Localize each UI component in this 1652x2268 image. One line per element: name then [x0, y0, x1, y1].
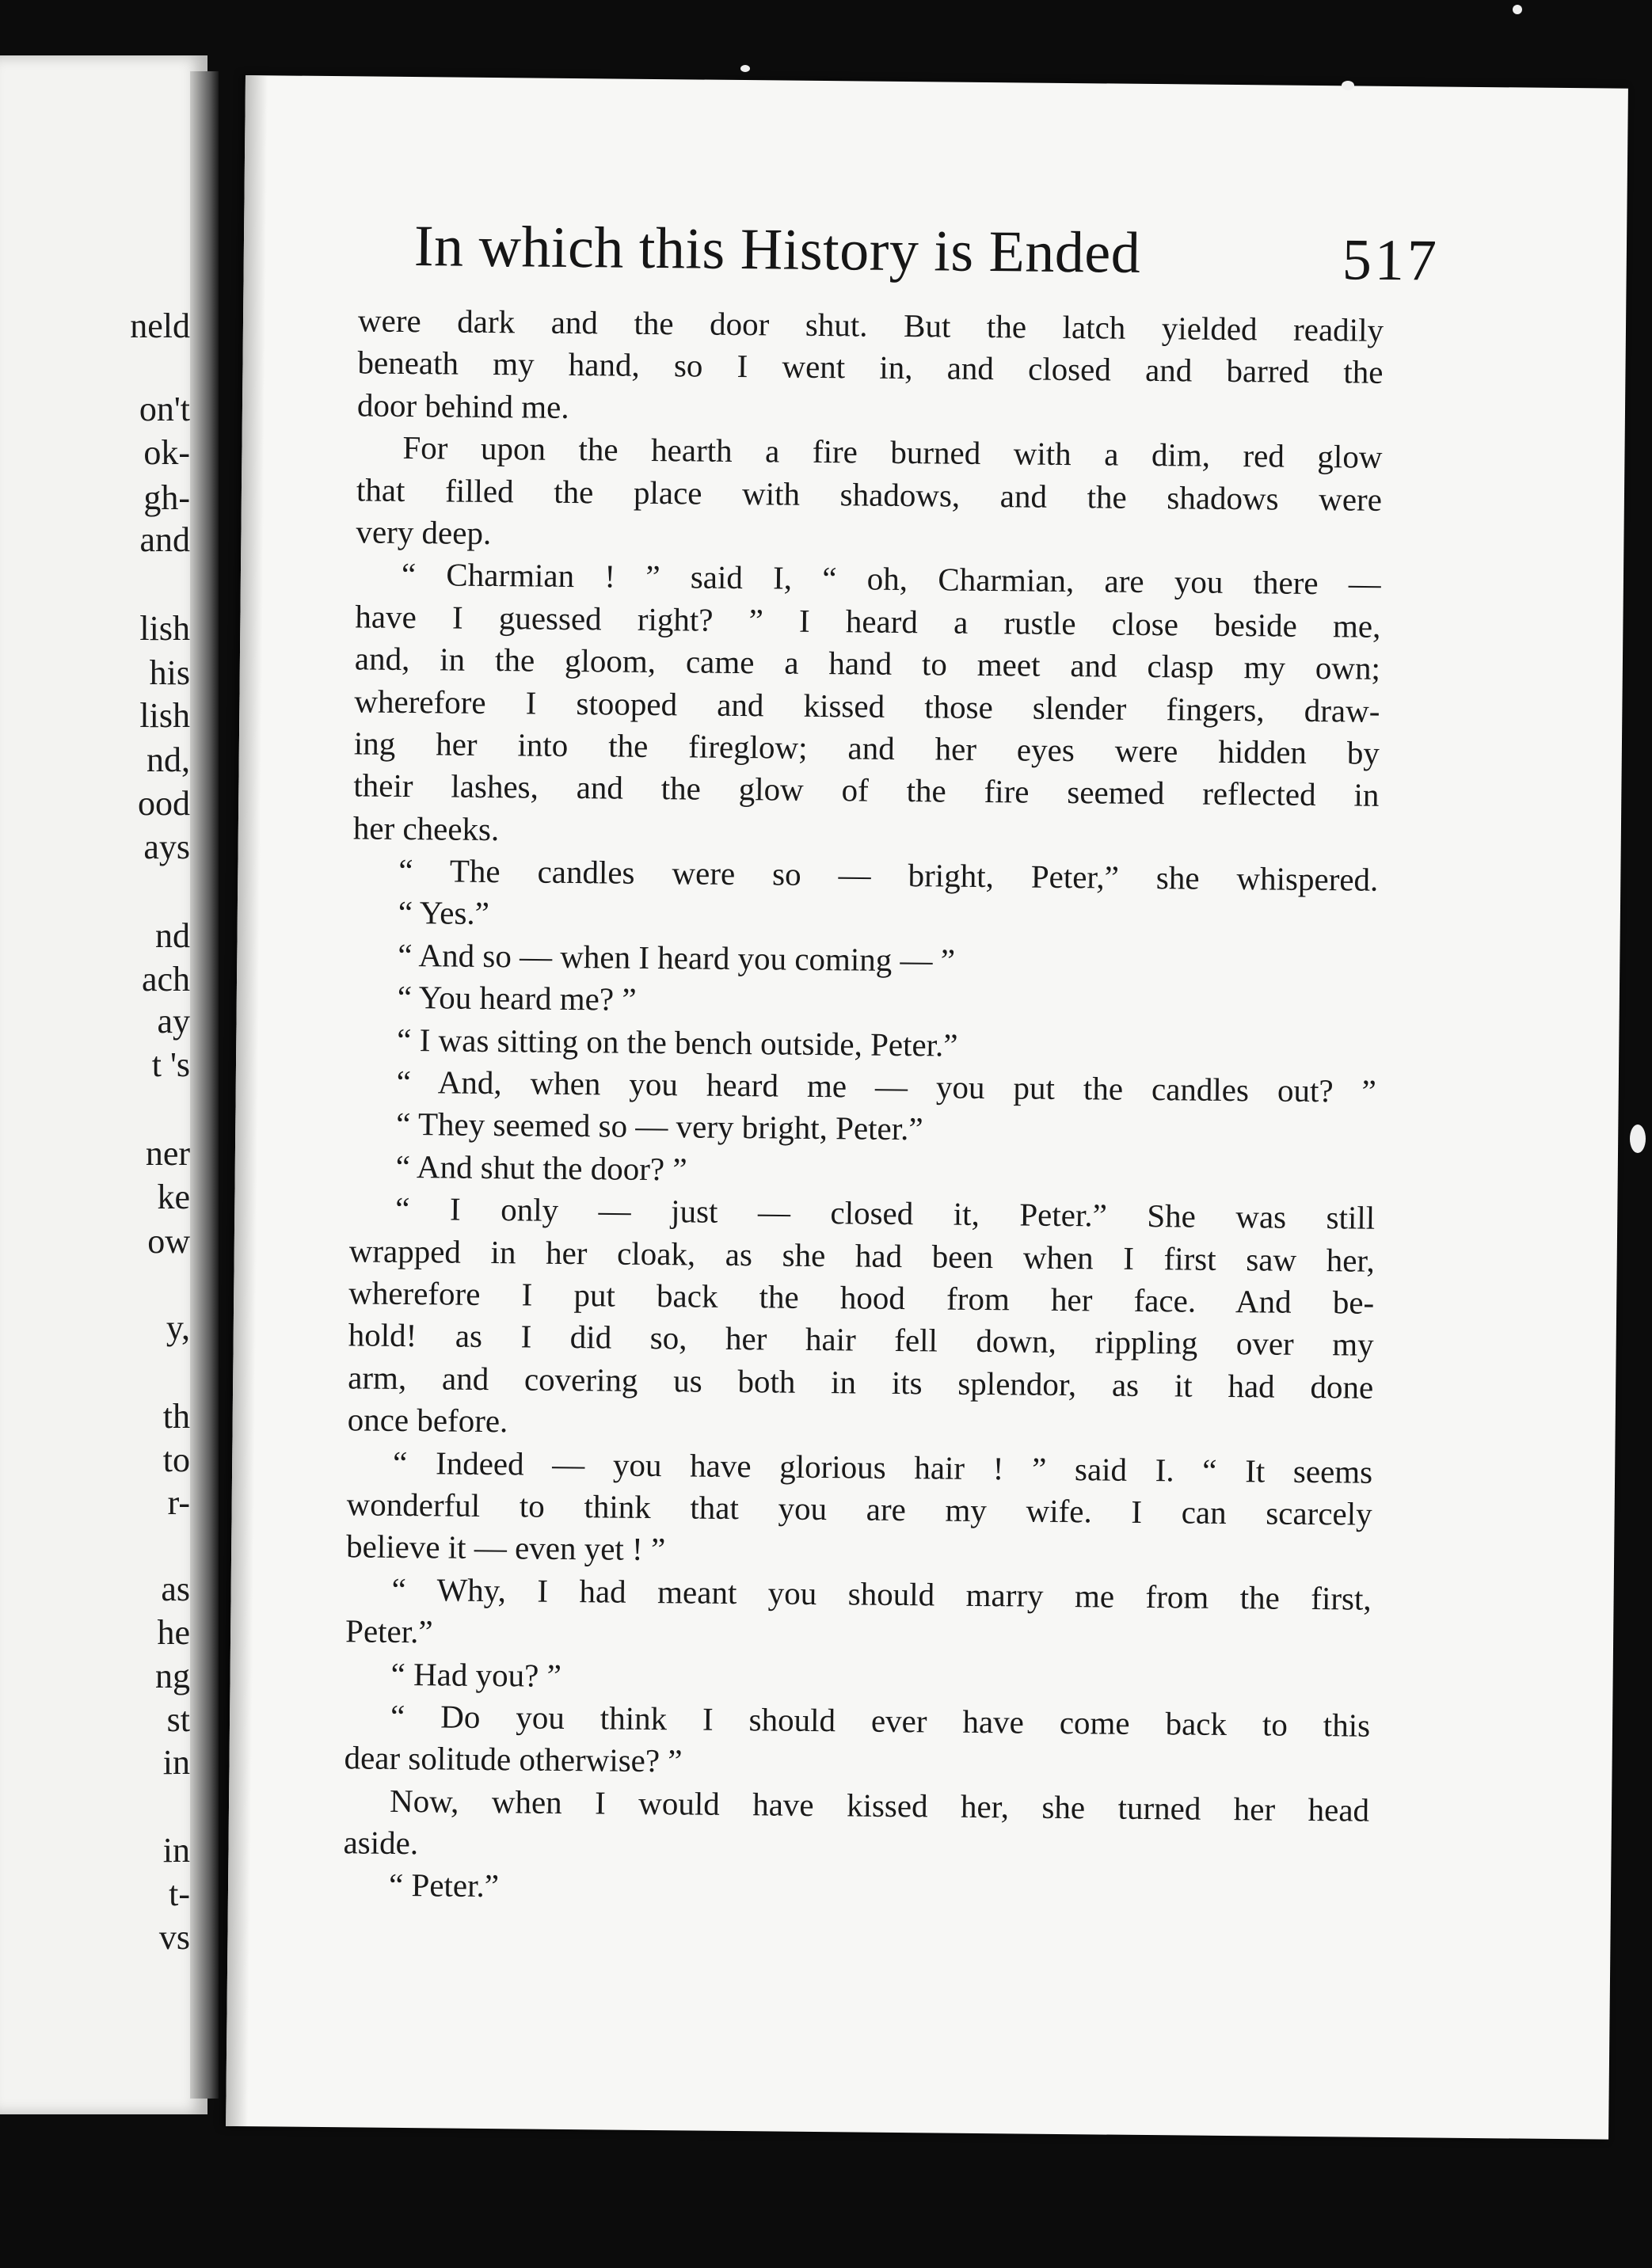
text-line: beneath my hand, so I went in, and closed and barred the — [357, 344, 1384, 391]
left-page-fragment: he — [157, 1613, 190, 1652]
left-page-fragment: th — [162, 1397, 190, 1436]
text-line: wherefore I stooped and kissed those slender fingers, draw- — [354, 682, 1380, 729]
text-line: “ They seemed so — very bright, Peter.” — [396, 1105, 923, 1147]
running-title: In which this History is Ended — [413, 214, 1141, 286]
text-line: once before. — [347, 1401, 508, 1440]
right-page — [226, 75, 1628, 2140]
text-line: aside. — [343, 1824, 419, 1862]
left-page-fragment: neld — [130, 306, 190, 345]
text-line: Peter.” — [344, 1612, 433, 1650]
text-line: “ The candles were so — bright, Peter,” she whispered. — [398, 851, 1379, 898]
left-page-fragment: in — [162, 1831, 190, 1870]
left-page-fragment: and — [139, 520, 190, 559]
text-line: “ I only — just — closed it, Peter.” She was still — [395, 1190, 1376, 1236]
text-line: Now, when I would have kissed her, she turned her head — [389, 1782, 1370, 1828]
text-line: door behind me. — [356, 386, 569, 425]
left-page-fragment: nd, — [147, 740, 190, 779]
text-line: “ Yes.” — [398, 894, 490, 932]
text-line: “ And shut the door? ” — [395, 1147, 687, 1188]
text-line: have I guessed right? ” I heard a rustle close beside me, — [355, 598, 1381, 645]
left-page-fragment: gh- — [143, 478, 190, 517]
left-page-fragment: vs — [158, 1918, 190, 1957]
left-page-fragment: on't — [139, 390, 190, 428]
dust-speck — [1513, 5, 1522, 14]
left-page-fragment: ow — [147, 1222, 190, 1261]
text-line: hold! as I did so, her hair fell down, rippling over my — [348, 1316, 1374, 1364]
book-gutter — [190, 71, 219, 2099]
left-page-fragment: t- — [169, 1874, 190, 1913]
left-page-text-fragments — [0, 55, 190, 2114]
left-page-fragment: lish — [139, 609, 190, 648]
text-line: “ Had you? ” — [390, 1655, 562, 1694]
text-line: ing her into the fireglow; and her eyes were hidden by — [353, 725, 1380, 771]
left-page-fragment: ok- — [143, 433, 190, 472]
text-line: “ I was sitting on the bench outside, Peter.” — [397, 1021, 958, 1064]
text-line: “ Why, I had meant you should marry me from the first, — [391, 1570, 1372, 1617]
page-number: 517 — [1342, 227, 1441, 294]
dust-speck — [1342, 81, 1354, 90]
left-page-fragment: his — [149, 653, 190, 692]
text-line: arm, and covering us both in its splendor, as it had done — [348, 1359, 1374, 1406]
text-line: very deep. — [356, 513, 492, 551]
left-page-fragment: in — [162, 1743, 190, 1782]
text-line: that filled the place with shadows, and the shadows were — [356, 470, 1383, 518]
left-page-fragment: as — [161, 1570, 190, 1608]
left-page-fragment: ays — [143, 828, 190, 866]
left-page-fragment: ng — [155, 1657, 190, 1695]
text-line: For upon the hearth a fire burned with a dim, red glow — [402, 429, 1383, 475]
left-page-fragment: t 's — [151, 1045, 190, 1084]
text-line: “ Indeed — you have glorious hair ! ” said I. “ It seems — [392, 1444, 1373, 1490]
running-head — [413, 213, 1440, 302]
text-line: dear solitude otherwise? ” — [344, 1739, 683, 1779]
left-page — [0, 55, 207, 2114]
text-line: believe it — even yet ! ” — [345, 1528, 666, 1568]
text-line: “ Peter.” — [388, 1867, 500, 1905]
text-line: were dark and the door shut. But the latch yielded readily — [357, 302, 1384, 348]
left-page-fragment: r- — [167, 1483, 190, 1522]
left-page-fragment: ay — [157, 1002, 190, 1041]
text-line: wonderful to think that you are my wife. I can scarcely — [346, 1486, 1372, 1532]
text-line: their lashes, and the glow of the fire seemed reflected in — [353, 767, 1380, 814]
left-page-fragment: ner — [145, 1134, 190, 1173]
left-page-fragment: ach — [141, 960, 190, 999]
left-page-fragment: lish — [139, 696, 190, 735]
body-text — [343, 299, 1384, 1916]
text-line: “ Charmian ! ” said I, “ oh, Charmian, are you there — — [401, 556, 1382, 603]
text-line: “ You heard me? ” — [397, 979, 637, 1018]
text-line: her cheeks. — [352, 809, 500, 847]
left-page-fragment: st — [166, 1700, 190, 1739]
text-line: “ And, when you heard me — you put the candles out? ” — [396, 1063, 1376, 1109]
text-line: “ And so — when I heard you coming — ” — [398, 936, 956, 979]
dust-speck — [740, 65, 750, 72]
left-page-fragment: nd — [155, 916, 190, 955]
left-page-fragment: ood — [138, 784, 190, 823]
text-line: wrapped in her cloak, as she had been when I first saw her, — [348, 1231, 1375, 1279]
dust-speck — [1630, 1124, 1646, 1153]
left-page-fragment: y, — [166, 1308, 190, 1347]
text-line: wherefore I put back the hood from her face. And be- — [348, 1274, 1375, 1321]
text-line: “ Do you think I should ever have come back to this — [390, 1697, 1371, 1744]
text-line: and, in the gloom, came a hand to meet and clasp my own; — [354, 640, 1381, 687]
left-page-fragment: to — [162, 1440, 190, 1479]
left-page-fragment: ke — [157, 1178, 190, 1216]
